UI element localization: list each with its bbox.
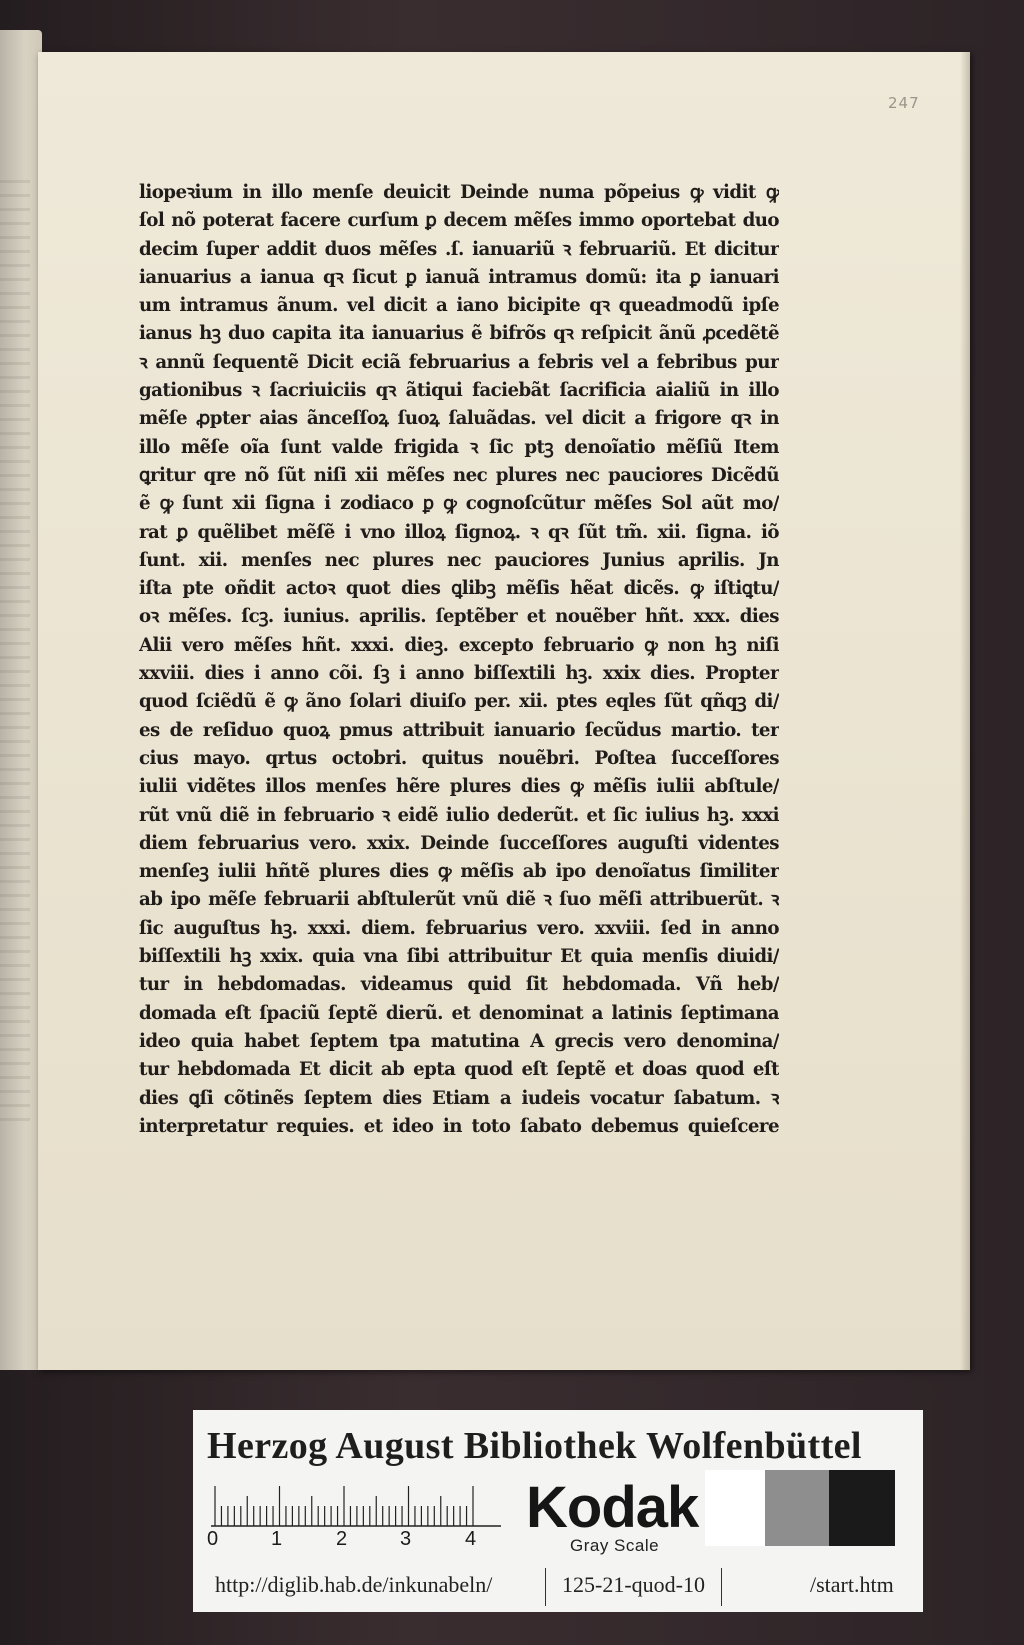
text-line: ſol nõ poterat facere curſum ꝑ decem mẽſes immo oportebat duo — [139, 210, 779, 232]
calibration-card — [193, 1410, 923, 1612]
text-line: quod ſciẽdũ ẽ ꝙ ãno ſolari diuiſo per. xii. ptes eqles ſũt qñqꝫ di/ — [139, 691, 779, 713]
text-line: rat ꝑ quẽlibet mẽſẽ i vno illoꝝ ſignoꝝ. ꝛ qꝛ ſũt tm̃. xii. ſigna. iõ — [139, 521, 779, 543]
gray-scale-swatches — [705, 1470, 895, 1546]
scale-ruler — [211, 1482, 501, 1532]
page-edge-shadow — [960, 52, 970, 1370]
swatch-white — [705, 1470, 765, 1546]
ruler-number: 2 — [336, 1528, 348, 1550]
text-line: domada eſt ſpaciũ ſeptẽ dierũ. et denominat a latinis ſeptimana — [139, 1002, 779, 1024]
previous-leaf-edge — [0, 30, 42, 1370]
text-line: xxviii. dies i anno cõi. ſꝫ i anno biſſextili hꝫ. xxix dies. Propter — [139, 663, 779, 685]
text-line: diem februarius vero. xxix. Deinde ſucceſſores auguſti videntes — [139, 832, 779, 854]
shelfmark-id: 125-21-quod-10 — [545, 1568, 722, 1606]
text-line: ꝗritur qre nõ ſũt niſi xii mẽſes nec plures nec pauciores Dicẽdũ — [139, 464, 779, 486]
text-line: biſſextili hꝫ xxix. quia vna ſibi attribuitur Et quia menſis diuidi/ — [139, 946, 779, 968]
ruler-number: 0 — [207, 1528, 219, 1550]
incunable-text-block — [139, 179, 779, 1141]
kodak-logo: Kodak — [526, 1475, 699, 1540]
swatch-gray — [765, 1470, 829, 1546]
previous-leaf-text-shadow — [0, 180, 30, 1130]
text-line: dies ꝗſi cõtinẽs ſeptem dies Etiam a iudeis vocatur ſabatum. ꝛ — [139, 1087, 779, 1109]
text-line: rũt vnũ diẽ in februario ꝛ eidẽ iulio dederũt. et ſic iulius hꝫ. xxxi — [139, 804, 779, 826]
text-line: iulii vidẽtes illos menſes hẽre plures dies ꝙ mẽſis iulii abſtule/ — [139, 776, 779, 798]
text-line: cius mayo. qrtus octobri. quitus nouẽbri. Poſtea ſucceſſores — [139, 747, 779, 769]
ruler-number: 3 — [400, 1528, 412, 1550]
text-line: illo mẽſe oĩa ſunt valde frigida ꝛ ſic ptꝫ denoĩatio mẽſiũ Item — [139, 436, 779, 458]
folio-number: 247 — [888, 94, 920, 112]
text-line: iſta pte oñdit actoꝛ quot dies ꝗlibꝫ mẽſis hẽat dicẽs. ꝙ iſtiꝗtu/ — [139, 578, 779, 600]
library-url: http://diglib.hab.de/inkunabeln/ — [215, 1572, 493, 1597]
text-line: ianuarius a ianua qꝛ ſicut ꝑ ianuã intramus domũ: ita ꝑ ianuari — [139, 266, 779, 288]
text-line: oꝛ mẽſes. ſcꝫ. iunius. aprilis. ſeptẽber et nouẽber hñt. xxx. dies — [139, 606, 779, 628]
text-line: tur hebdomada Et dicit ab epta quod eſt ſeptẽ et doas quod eſt — [139, 1059, 779, 1081]
text-line: menſeꝫ iulii hñtẽ plures dies ꝙ mẽſis ab ipo denoĩatus ſimiliter — [139, 861, 779, 883]
text-line: gationibus ꝛ ſacriuiciis qꝛ ãtiqui faciebãt ſacrificia aialiũ in illo — [139, 380, 779, 402]
text-line: mẽſe ꝓpter aias ãnceſſoꝝ ſuoꝝ ſaluãdas. vel dicit a frigore qꝛ in — [139, 408, 779, 430]
ruler-number: 1 — [271, 1528, 283, 1550]
gray-scale-label: Gray Scale — [570, 1536, 660, 1555]
text-line: ianus hꝫ duo capita ita ianuarius ẽ bifrõs qꝛ reſpicit ãnũ ꝓcedẽtẽ — [139, 323, 779, 345]
text-line: ꝛ annũ ſequentẽ Dicit eciã februarius a febris vel a febribus pur — [139, 351, 779, 373]
text-line: es de reſiduo quoꝝ pmus attribuit ianuario ſecũdus martio. ter — [139, 719, 779, 741]
book-page — [38, 52, 970, 1370]
start-page-path: /start.htm — [810, 1572, 894, 1597]
text-line: tur in hebdomadas. videamus quid ſit hebdomada. Vñ heb/ — [139, 974, 779, 996]
text-line: ab ipo mẽſe februarii abſtulerũt vnũ diẽ ꝛ ſuo mẽſi attribuerũt. ꝛ — [139, 889, 779, 911]
text-line: Alii vero mẽſes hñt. xxxi. dieꝫ. excepto februario ꝙ non hꝫ niſi — [139, 634, 779, 656]
text-line: liopeꝛium in illo menſe deuicit Deinde numa põpeius ꝙ vidit ꝙ — [139, 182, 779, 203]
text-line: ideo quia habet ſeptem tpa matutina A grecis vero denomina/ — [139, 1030, 779, 1052]
text-line: ſunt. xii. menſes nec plures nec pauciores Junius aprilis. Jn — [139, 549, 779, 571]
text-line: um intramus ãnum. vel dicit a iano bicipite qꝛ queadmodũ ipſe — [139, 295, 779, 317]
text-line: decim ſuper addit duos mẽſes .ſ. ianuariũ ꝛ februariũ. Et dicitur — [139, 238, 779, 260]
ruler-numbers — [207, 1528, 507, 1552]
swatch-black — [829, 1470, 895, 1546]
library-title: Herzog August Bibliothek Wolfenbüttel — [207, 1425, 862, 1467]
text-line: interpretatur requies. et ideo in toto ſabato debemus quieſcere — [139, 1115, 779, 1137]
text-line: ẽ ꝙ ſunt xii ſigna i zodiaco ꝑ ꝙ cognoſcũtur mẽſes Sol aũt mo/ — [139, 493, 779, 515]
text-line: ſic auguſtus hꝫ. xxxi. diem. februarius vero. xxviii. ſed in anno — [139, 917, 779, 939]
ruler-number: 4 — [465, 1528, 477, 1550]
